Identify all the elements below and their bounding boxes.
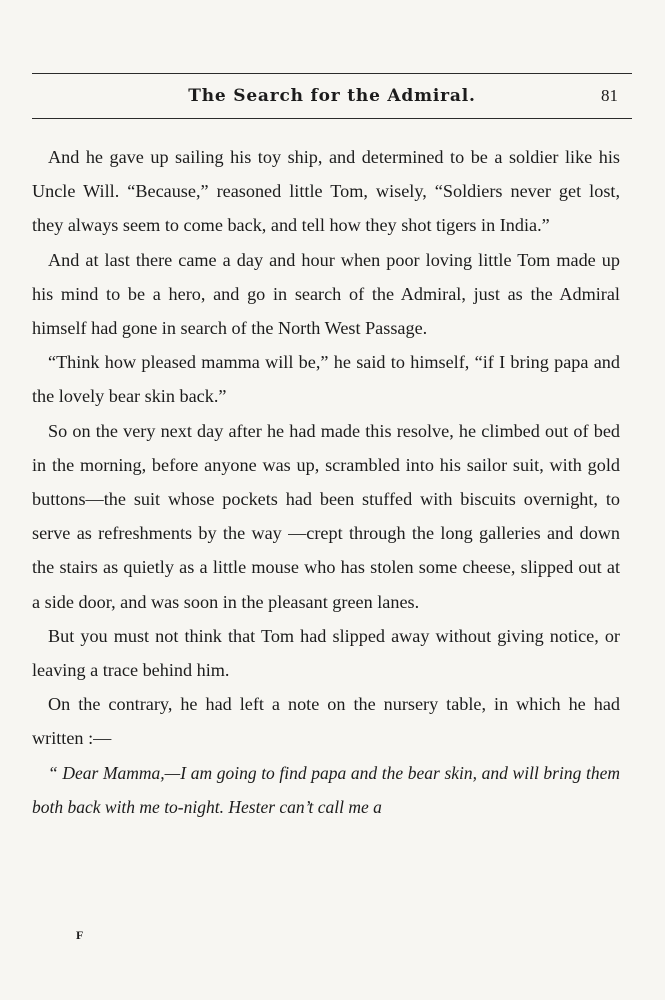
running-title: The Search for the Admiral.	[188, 86, 476, 106]
paragraph: But you must not think that Tom had slipped away without giving notice, or leaving a trace behind him.	[32, 625, 620, 681]
paragraph: And he gave up sailing his toy ship, and determined to be a soldier like his Uncle Will. “Because,” reasoned little Tom, wisely, “Soldiers never get lost, they always seem to come back, and tell how they shot tigers in India.”	[32, 147, 620, 236]
header-rule-bottom	[32, 118, 632, 119]
letter-paragraph: “ Dear Mamma,—I am going to find papa and the bear skin, and will bring them both back with me to-night. Hester can’t call me a	[32, 762, 620, 817]
paragraph: “Think how pleased mamma will be,” he said to himself, “if I bring papa and the lovely bear skin back.”	[32, 352, 620, 407]
header-rule-top	[32, 73, 632, 74]
paragraph: So on the very next day after he had made this resolve, he climbed out of bed in the morning, before anyone was up, scrambled into his sailor suit, with gold buttons—the suit whose pockets had been stuffed with biscuits overnight, to serve as refreshments by the way —crept through the long galleries and down the stairs as quietly as a little mouse who has stolen some cheese, slipped out at a side door, and was soon in the pleasant green lanes.	[32, 420, 620, 612]
running-head	[32, 82, 632, 110]
paragraph: And at last there came a day and hour when poor loving little Tom made up his mind to be a hero, and go in search of the Admiral, just as the Admiral himself had gone in search of the North West Passage.	[32, 249, 620, 339]
signature-mark: F	[76, 928, 85, 942]
body-text	[32, 140, 620, 824]
paragraph: On the contrary, he had left a note on the nursery table, in which he had written :—	[32, 694, 620, 749]
page-number: 81	[601, 86, 618, 105]
